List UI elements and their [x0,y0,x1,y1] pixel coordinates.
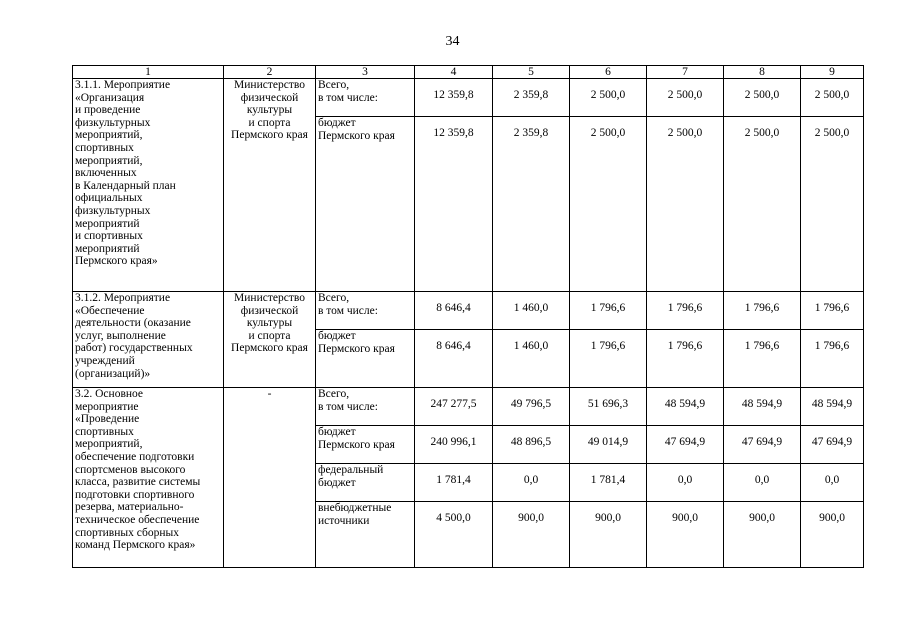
activity-name-cell-line: подготовки спортивного [75,488,195,501]
value-cell: 47 694,9 [647,426,724,464]
funding-source-cell [316,292,415,330]
funding-source-cell-line: Всего, [318,292,350,304]
funding-source-cell-line: федеральный [318,464,384,476]
header-cell: 3 [316,66,415,79]
funding-source-cell-line: в том числе: [318,304,378,317]
funding-source-cell-line: бюджет [318,117,356,129]
value-cell: 240 996,1 [415,426,493,464]
value-cell: 1 796,6 [801,330,864,388]
activity-name-cell-line: «Проведение [75,413,140,426]
value-cell: 1 796,6 [570,292,647,330]
value-cell: 1 796,6 [570,330,647,388]
value-cell: 0,0 [647,464,724,502]
activity-name-cell-line: мероприятие [75,400,139,413]
value-cell: 900,0 [493,502,570,568]
value-cell: 2 500,0 [647,117,724,292]
value-cell: 1 781,4 [415,464,493,502]
activity-name-cell-line: в Календарный план [75,179,176,192]
activity-name-cell-line: 3.1.2. Мероприятие [75,292,171,304]
value-cell: 2 500,0 [570,79,647,117]
activity-name-cell-line: мероприятий [75,242,140,255]
funding-source-cell [316,330,415,388]
value-cell: 2 500,0 [724,117,801,292]
activity-name-cell-line: Пермского края» [75,255,158,268]
executor-cell-line: и спорта [248,116,291,129]
funding-source-cell [316,464,415,502]
header-cell: 1 [73,66,224,79]
value-cell: 51 696,3 [570,388,647,426]
funding-source-cell [316,426,415,464]
header-cell: 8 [724,66,801,79]
activity-name-cell-line: спортивных [75,141,134,154]
activity-name-cell-line: и спортивных [75,230,143,243]
funding-source-cell [316,117,415,292]
activity-name-cell-line: включенных [75,167,137,180]
value-cell: 0,0 [724,464,801,502]
header-cell: 6 [570,66,647,79]
activity-name-cell-line: физкультурных [75,116,151,129]
funding-source-cell-line: Пермского края [318,129,395,142]
value-cell: 8 646,4 [415,330,493,388]
funding-source-cell-line: Пермского края [318,342,395,355]
executor-cell-line: Министерство [234,79,305,91]
value-cell: 2 359,8 [493,117,570,292]
activity-name-cell-line: спортивных сборных [75,526,179,539]
value-cell: 2 500,0 [801,79,864,117]
funding-source-cell-line: бюджет [318,426,356,438]
value-cell: 49 014,9 [570,426,647,464]
executor-cell-line: - [267,388,272,400]
table-body [73,79,864,568]
value-cell: 48 594,9 [724,388,801,426]
funding-source-cell-line: источники [318,514,370,527]
activity-name-cell-line: «Организация [75,91,145,104]
value-cell: 900,0 [724,502,801,568]
header-cell: 9 [801,66,864,79]
executor-cell-line: физической [240,91,299,104]
value-cell: 247 277,5 [415,388,493,426]
value-cell: 1 781,4 [570,464,647,502]
activity-name-cell [73,79,224,292]
value-cell: 1 796,6 [724,330,801,388]
budget-table [72,65,864,568]
executor-cell [224,79,316,292]
activity-name-cell [73,292,224,388]
executor-cell-line: Пермского края [231,129,308,142]
value-cell: 47 694,9 [724,426,801,464]
value-cell: 49 796,5 [493,388,570,426]
table-row [73,292,864,330]
value-cell: 1 796,6 [801,292,864,330]
funding-source-cell [316,502,415,568]
activity-name-cell-line: мероприятий, [75,438,143,451]
activity-name-cell-line: работ) государственных [75,342,193,355]
funding-source-cell-line: в том числе: [318,91,378,104]
executor-cell-line: физической [240,304,299,317]
value-cell: 47 694,9 [801,426,864,464]
funding-source-cell-line: Всего, [318,79,350,91]
executor-cell [224,292,316,388]
value-cell: 2 500,0 [570,117,647,292]
header-cell: 5 [493,66,570,79]
activity-name-cell-line: официальных [75,192,143,205]
activity-name-cell-line: мероприятий [75,217,140,230]
value-cell: 12 359,8 [415,117,493,292]
activity-name-cell-line: класса, развитие системы [75,476,201,489]
funding-source-cell-line: внебюджетные [318,502,392,514]
activity-name-cell-line: 3.1.1. Мероприятие [75,79,171,91]
activity-name-cell-line: спортивных [75,425,134,438]
activity-name-cell-line: услуг, выполнение [75,329,166,342]
value-cell: 4 500,0 [415,502,493,568]
value-cell: 2 500,0 [801,117,864,292]
activity-name-cell-line: деятельности (оказание [75,317,191,330]
value-cell: 900,0 [570,502,647,568]
value-cell: 48 896,5 [493,426,570,464]
executor-cell-line: и спорта [248,329,291,342]
activity-name-cell-line: «Обеспечение [75,304,145,317]
funding-source-cell-line: бюджет [318,330,356,342]
value-cell: 48 594,9 [801,388,864,426]
activity-name-cell-line: физкультурных [75,204,151,217]
activity-name-cell-line: техническое обеспечение [75,513,200,526]
funding-source-cell-line: Всего, [318,388,350,400]
value-cell: 2 500,0 [647,79,724,117]
funding-source-cell-line: Пермского края [318,438,395,451]
executor-cell-line: Министерство [234,292,305,304]
executor-cell-line: Пермского края [231,342,308,355]
activity-name-cell-line: мероприятий, [75,154,143,167]
value-cell: 1 796,6 [724,292,801,330]
header-cell: 4 [415,66,493,79]
funding-source-cell-line: бюджет [318,476,356,489]
value-cell: 1 796,6 [647,292,724,330]
table-row [73,388,864,426]
value-cell: 1 460,0 [493,330,570,388]
funding-source-cell-line: в том числе: [318,400,378,413]
activity-name-cell-line: 3.2. Основное [75,388,144,400]
value-cell: 1 796,6 [647,330,724,388]
activity-name-cell-line: спортсменов высокого [75,463,186,476]
funding-source-cell [316,388,415,426]
activity-name-cell-line: и проведение [75,104,141,117]
value-cell: 12 359,8 [415,79,493,117]
activity-name-cell [73,388,224,568]
activity-name-cell-line: команд Пермского края» [75,539,196,552]
activity-name-cell-line: мероприятий, [75,129,143,142]
activity-name-cell-line: (организаций)» [75,367,151,380]
header-row [73,66,864,79]
value-cell: 0,0 [493,464,570,502]
value-cell: 900,0 [647,502,724,568]
activity-name-cell-line: обеспечение подготовки [75,450,195,463]
value-cell: 2 500,0 [724,79,801,117]
value-cell: 0,0 [801,464,864,502]
header-cell: 2 [224,66,316,79]
value-cell: 8 646,4 [415,292,493,330]
page-number: 34 [445,34,460,49]
activity-name-cell-line: резерва, материально- [75,501,184,514]
executor-cell [224,388,316,568]
executor-cell-line: культуры [246,104,293,117]
table-row [73,79,864,117]
activity-name-cell-line: учреждений [75,354,135,367]
value-cell: 48 594,9 [647,388,724,426]
value-cell: 900,0 [801,502,864,568]
value-cell: 1 460,0 [493,292,570,330]
header-cell: 7 [647,66,724,79]
value-cell: 2 359,8 [493,79,570,117]
executor-cell-line: культуры [246,317,293,330]
funding-source-cell [316,79,415,117]
